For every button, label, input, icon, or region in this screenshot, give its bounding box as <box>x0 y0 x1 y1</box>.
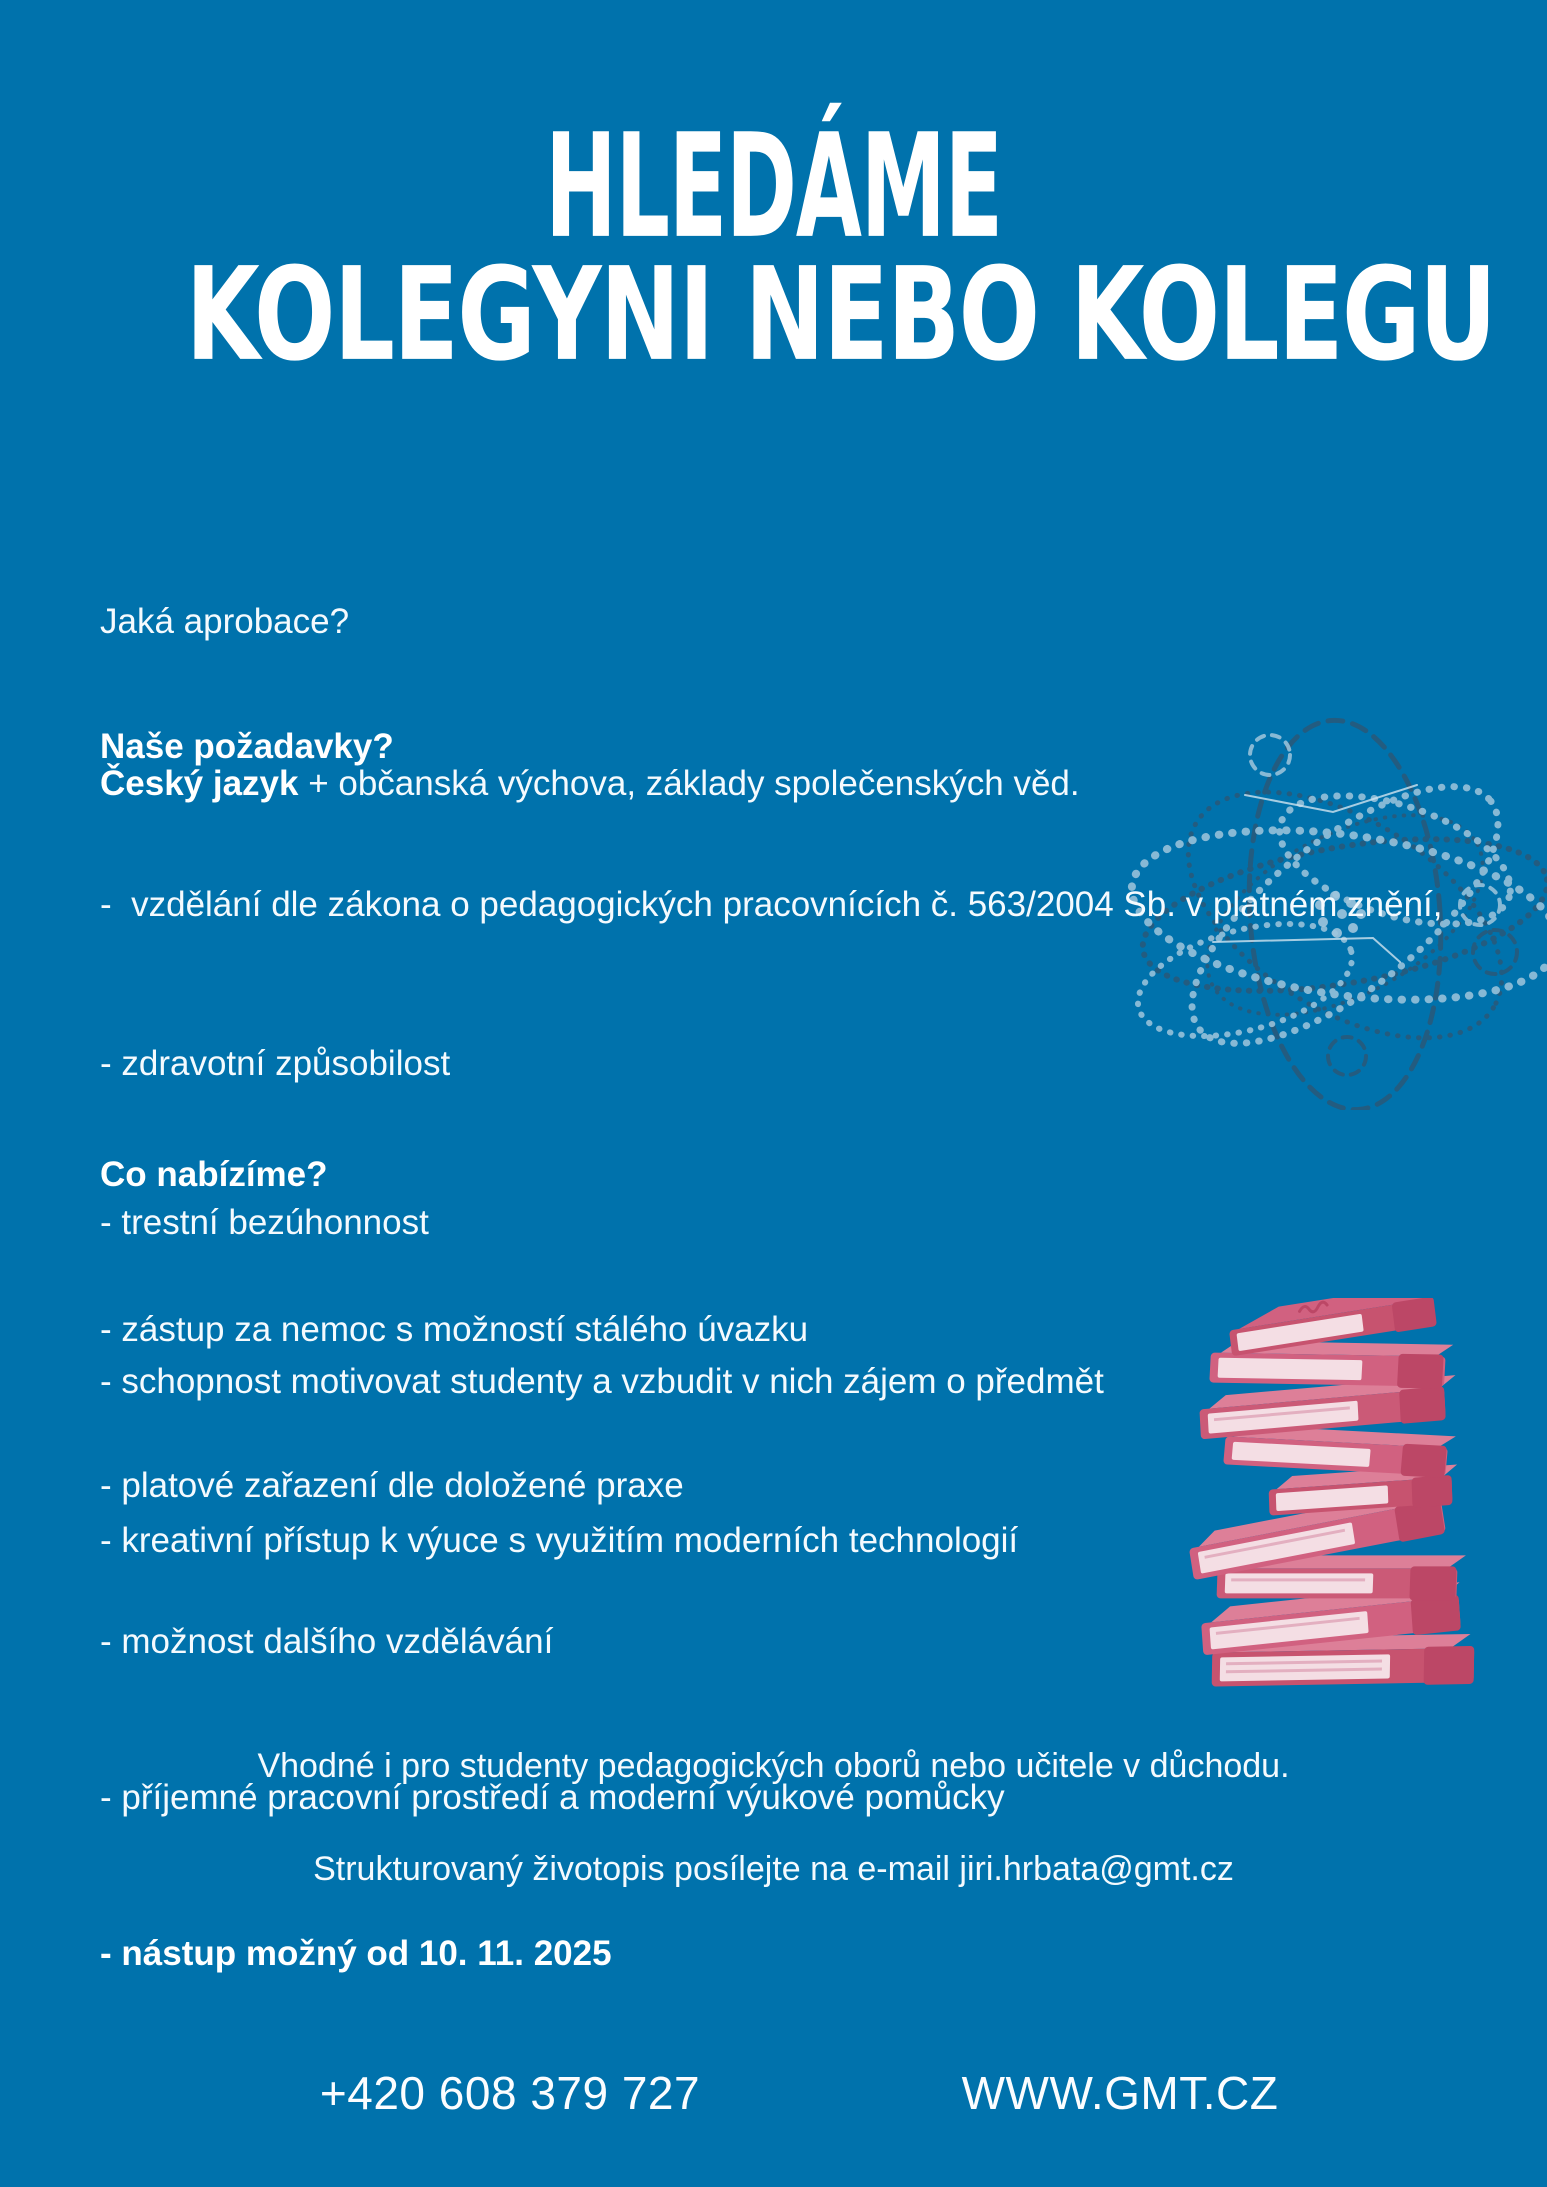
requirement-item: - zdravotní způsobilost <box>100 1044 451 1083</box>
requirement-item: - schopnost motivovat studenty a vzbudit v nich zájem o předmět <box>100 1362 1104 1401</box>
aprobace-question: Jaká aprobace? <box>100 602 350 641</box>
footer-phone: +420 608 379 727 <box>319 2067 701 2119</box>
note-cv: Strukturovaný životopis posílejte na e-mail jiri.hrbata@gmt.cz <box>313 1850 1234 1888</box>
note-suitability: Vhodné i pro studenty pedagogických oborů nebo učitele v důchodu. <box>257 1747 1290 1785</box>
poster-title-line-1: HLEDÁME <box>545 102 1002 271</box>
footer-website: WWW.GMT.CZ <box>961 2067 1279 2119</box>
offer-heading: Co nabízíme? <box>100 1155 328 1194</box>
requirements-heading: Naše požadavky? <box>100 727 394 766</box>
offer-item: - platové zařazení dle doložené praxe <box>100 1466 684 1505</box>
poster-title-line-2: KOLEGYNI NEBO KOLEGU <box>185 239 1496 390</box>
offer-item: - zástup za nemoc s možností stálého úvazku <box>100 1310 809 1349</box>
aprobace-subject: Český jazyk <box>100 764 299 803</box>
offer-item: - příjemné pracovní prostředí a moderní výukové pomůcky <box>100 1778 1005 1817</box>
requirement-item: - vzdělání dle zákona o pedagogických pracovnících č. 563/2004 Sb. v platném znění, <box>100 885 1443 924</box>
offer-item: - možnost dalšího vzdělávání <box>100 1622 554 1661</box>
aprobace-subject-rest: + občanská výchova, základy společenských věd. <box>298 764 1080 803</box>
requirement-item: - kreativní přístup k výuce s využitím moderních technologií <box>100 1521 1019 1560</box>
offer-list <box>100 1200 1005 2084</box>
requirement-item: - trestní bezúhonnost <box>100 1203 429 1242</box>
offer-item-highlight: - nástup možný od 10. 11. 2025 <box>100 1934 612 1973</box>
